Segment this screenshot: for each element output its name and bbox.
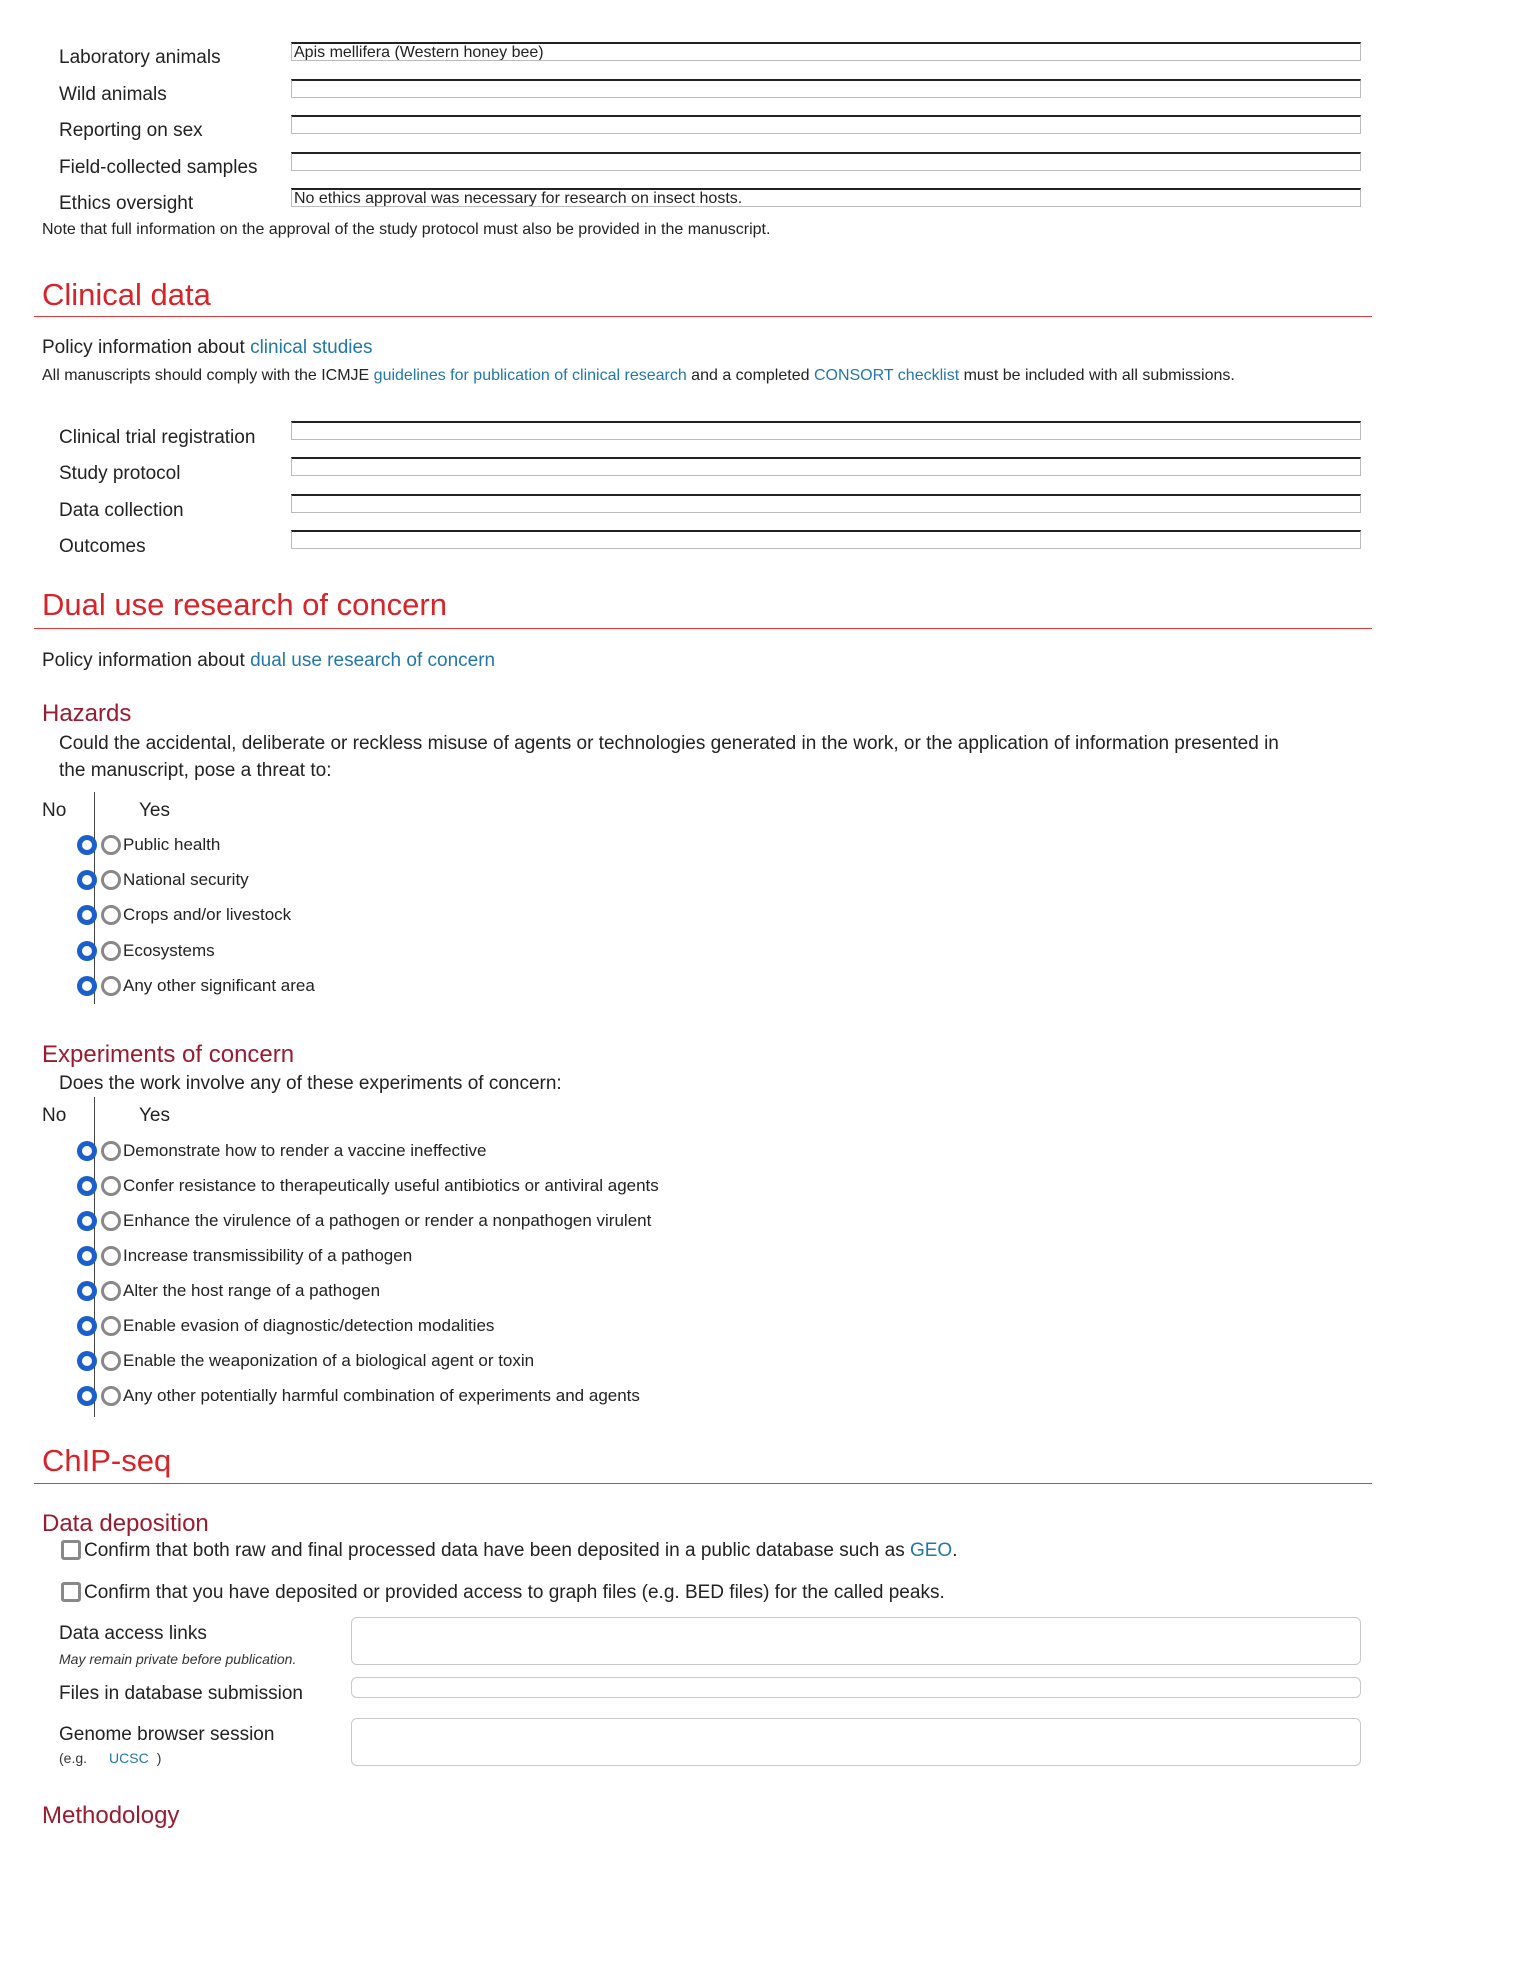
clinical-divider [34,316,1372,317]
experiment-1-no-radio[interactable] [77,1141,97,1161]
data-deposition-heading: Data deposition [42,1510,209,1537]
experiment-row [77,1350,534,1372]
experiment-5-no-radio[interactable] [77,1281,97,1301]
graph-files-label: Confirm that you have deposited or provided access to graph files (e.g. BED files) for the called peaks. [84,1582,945,1603]
raw-data-deposited-end: . [952,1540,958,1561]
experiment-3-yes-radio[interactable] [101,1211,121,1231]
experiment-row [77,1245,412,1267]
field-collected-samples-field[interactable] [291,152,1361,171]
experiment-row [77,1280,380,1302]
experiment-8-yes-radio[interactable] [101,1386,121,1406]
chipseq-divider [34,1483,1372,1484]
hazard-label: Any other significant area [123,976,315,995]
experiment-8-no-radio[interactable] [77,1386,97,1406]
hazard-other-yes-radio[interactable] [101,976,121,996]
experiment-2-no-radio[interactable] [77,1176,97,1196]
hazard-crops-yes-radio[interactable] [101,905,121,925]
experiment-label: Enable the weaponization of a biological agent or toxin [123,1351,535,1370]
clinical-data-heading: Clinical data [42,277,211,312]
consort-checklist-link[interactable]: CONSORT checklist [813,367,960,384]
experiment-row [77,1315,494,1337]
hazard-other-no-radio[interactable] [77,976,97,996]
experiment-7-no-radio[interactable] [77,1351,97,1371]
label-study-protocol: Study protocol [59,463,181,484]
ethics-oversight-field[interactable]: No ethics approval was necessary for research on insect hosts. [291,188,1361,207]
clinical-policy-line [42,337,373,359]
guidelines-link[interactable]: guidelines for publication of clinical research [373,367,687,384]
experiments-yes-label: Yes [139,1105,170,1126]
experiment-1-yes-radio[interactable] [101,1141,121,1161]
label-laboratory-animals: Laboratory animals [59,47,221,68]
hazards-heading: Hazards [42,700,132,727]
experiment-4-yes-radio[interactable] [101,1246,121,1266]
outcomes-field[interactable] [291,530,1361,549]
experiment-7-yes-radio[interactable] [101,1351,121,1371]
hazard-row [77,869,249,891]
label-ethics-oversight: Ethics oversight [59,193,194,214]
raw-data-deposited-label [84,1540,958,1562]
experiment-label: Enable evasion of diagnostic/detection modalities [123,1316,495,1335]
reporting-on-sex-field[interactable] [291,115,1361,134]
experiment-row [77,1385,640,1407]
experiment-6-no-radio[interactable] [77,1316,97,1336]
hazards-question-line2: the manuscript, pose a threat to: [59,760,332,781]
label-data-access-links: Data access links [59,1623,207,1644]
experiment-3-no-radio[interactable] [77,1211,97,1231]
clinical-trial-registration-field[interactable] [291,421,1361,440]
label-outcomes: Outcomes [59,536,146,557]
dual-use-heading: Dual use research of concern [42,587,447,622]
clinical-compliance-line [42,367,1235,385]
experiment-label: Enhance the virulence of a pathogen or render a nonpathogen virulent [123,1211,652,1230]
study-protocol-field[interactable] [291,457,1361,476]
hazard-national-security-yes-radio[interactable] [101,870,121,890]
chipseq-heading: ChIP-seq [42,1443,172,1478]
label-field-collected-samples: Field-collected samples [59,157,258,178]
label-data-collection: Data collection [59,500,184,521]
hazard-label: Public health [123,835,221,854]
genome-eg-suffix: ) [156,1750,162,1766]
experiment-2-yes-radio[interactable] [101,1176,121,1196]
hazards-column-divider [94,792,95,1004]
methodology-heading: Methodology [42,1802,180,1829]
clinical-line-prefix: All manuscripts should comply with the ICMJE [42,367,374,384]
hazards-question-line1: Could the accidental, deliberate or reckless misuse of agents or technologies generated in the work, or the application of information presented in [59,733,1279,754]
hazard-public-health-no-radio[interactable] [77,835,97,855]
experiment-label: Demonstrate how to render a vaccine ineffective [123,1141,487,1160]
experiment-row [77,1210,651,1232]
hazard-label: National security [123,870,249,889]
experiments-no-label: No [42,1105,67,1126]
dual-use-link[interactable]: dual use research of concern [250,650,496,671]
hazard-crops-no-radio[interactable] [77,905,97,925]
experiments-question: Does the work involve any of these experiments of concern: [59,1073,562,1094]
laboratory-animals-field[interactable]: Apis mellifera (Western honey bee) [291,42,1361,61]
raw-data-deposited-checkbox[interactable] [61,1540,81,1560]
hazards-no-label: No [42,800,67,821]
dual-use-policy-line [42,650,495,672]
graph-files-checkbox[interactable] [61,1582,81,1602]
hazard-row [77,834,220,856]
dual-use-divider [34,628,1372,629]
genome-browser-example [59,1750,161,1766]
label-clinical-trial-registration: Clinical trial registration [59,427,256,448]
data-access-links-field[interactable] [351,1617,1361,1665]
clinical-studies-link[interactable]: clinical studies [250,337,373,358]
label-wild-animals: Wild animals [59,84,167,105]
data-collection-field[interactable] [291,494,1361,513]
ethics-note: Note that full information on the approval of the study protocol must also be provided in the manuscript. [42,221,771,238]
files-in-database-field[interactable] [351,1677,1361,1698]
clinical-line-suffix: must be included with all submissions. [959,367,1235,384]
hazard-label: Ecosystems [123,941,215,960]
hazard-label: Crops and/or livestock [123,905,292,924]
wild-animals-field[interactable] [291,79,1361,98]
clinical-policy-prefix: Policy information about [42,337,251,358]
dual-use-policy-prefix: Policy information about [42,650,251,671]
genome-eg-prefix: (e.g. [59,1750,88,1766]
label-reporting-on-sex: Reporting on sex [59,120,203,141]
experiments-heading: Experiments of concern [42,1041,295,1068]
experiment-row [77,1175,659,1197]
hazard-row [77,940,215,962]
data-access-sublabel: May remain private before publication. [59,1651,297,1667]
label-files-in-database: Files in database submission [59,1683,303,1704]
experiment-label: Confer resistance to therapeutically useful antibiotics or antiviral agents [123,1176,659,1195]
hazard-public-health-yes-radio[interactable] [101,835,121,855]
hazard-ecosystems-no-radio[interactable] [77,941,97,961]
hazard-row [77,975,315,997]
raw-data-deposited-text: Confirm that both raw and final processed data have been deposited in a public database such as [84,1540,910,1561]
ucsc-link[interactable]: UCSC [109,1750,149,1766]
experiment-4-no-radio[interactable] [77,1246,97,1266]
hazard-national-security-no-radio[interactable] [77,870,97,890]
hazard-ecosystems-yes-radio[interactable] [101,941,121,961]
hazards-yes-label: Yes [139,800,170,821]
geo-link[interactable]: GEO [909,1540,953,1561]
experiment-6-yes-radio[interactable] [101,1316,121,1336]
experiment-label: Any other potentially harmful combination of experiments and agents [123,1386,640,1405]
genome-browser-session-field[interactable] [351,1718,1361,1766]
experiment-label: Alter the host range of a pathogen [123,1281,381,1300]
clinical-line-middle: and a completed [686,367,814,384]
label-genome-browser-session: Genome browser session [59,1724,275,1745]
experiment-label: Increase transmissibility of a pathogen [123,1246,413,1265]
experiment-5-yes-radio[interactable] [101,1281,121,1301]
hazard-row [77,904,291,926]
experiment-row [77,1140,487,1162]
